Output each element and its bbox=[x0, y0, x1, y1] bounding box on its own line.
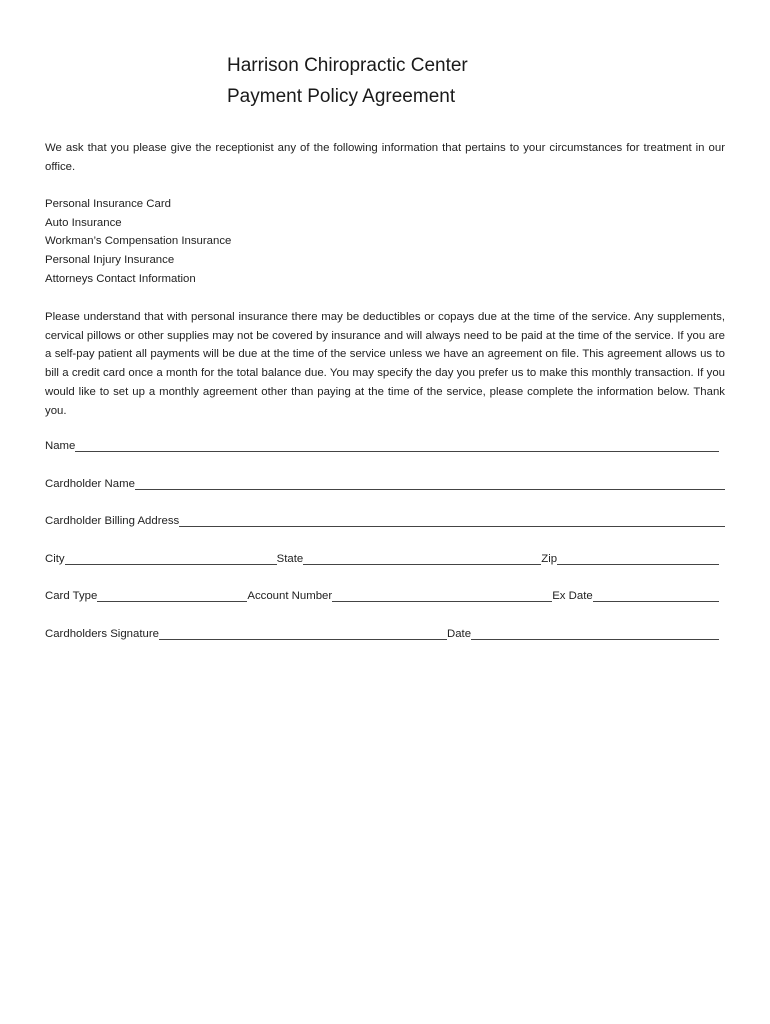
zip-label: Zip bbox=[541, 553, 558, 565]
list-item: Auto Insurance bbox=[45, 216, 122, 229]
state-label: State bbox=[276, 553, 304, 565]
list-item: Workman’s Compensation Insurance bbox=[45, 235, 232, 248]
signature-row bbox=[45, 626, 725, 642]
city-label: City bbox=[45, 553, 65, 565]
intro-paragraph: We ask that you please give the receptionist any of the following information that pertains to your circumstances for treatment in our office. bbox=[45, 142, 725, 173]
name-field-row bbox=[45, 438, 725, 454]
list-item: Personal Injury Insurance bbox=[45, 254, 175, 267]
card-info-row bbox=[45, 588, 725, 604]
date-label: Date bbox=[446, 628, 472, 640]
signature-label: Cardholders Signature bbox=[45, 628, 159, 640]
title-practice-name: Harrison Chiropractic Center bbox=[227, 55, 468, 76]
ex-date-label: Ex Date bbox=[552, 590, 593, 602]
card-type-field[interactable] bbox=[97, 589, 247, 602]
account-number-label: Account Number bbox=[247, 590, 333, 602]
list-item: Personal Insurance Card bbox=[45, 198, 171, 210]
state-field[interactable] bbox=[303, 552, 541, 565]
list-item: Attorneys Contact Information bbox=[45, 272, 196, 285]
signature-field[interactable] bbox=[159, 627, 447, 640]
billing-address-field[interactable] bbox=[179, 514, 725, 527]
billing-address-label: Cardholder Billing Address bbox=[45, 515, 180, 527]
name-field[interactable] bbox=[75, 439, 719, 452]
cardholder-name-field[interactable] bbox=[135, 477, 725, 490]
city-state-zip-row bbox=[45, 551, 725, 567]
account-number-field[interactable] bbox=[332, 589, 552, 602]
title-agreement-name: Payment Policy Agreement bbox=[227, 86, 456, 107]
cardholder-name-row bbox=[45, 476, 725, 492]
name-label: Name bbox=[45, 440, 76, 452]
zip-field[interactable] bbox=[557, 552, 719, 565]
city-field[interactable] bbox=[65, 552, 277, 565]
info-list bbox=[45, 195, 725, 289]
billing-address-row bbox=[45, 513, 725, 529]
cardholder-name-label: Cardholder Name bbox=[45, 478, 135, 490]
document-title bbox=[227, 50, 468, 112]
ex-date-field[interactable] bbox=[593, 589, 719, 602]
card-type-label: Card Type bbox=[45, 590, 98, 602]
date-field[interactable] bbox=[471, 627, 719, 640]
policy-paragraph: Please understand that with personal insurance there may be deductibles or copays due at the time of the service. Any supplements, cervical pillows or other supplies may not be covered by insurance and will always need to be paid at the time of the service. If you are a self-pay patient all payments will be due at the time of the service unless we have an agreement on file. This agreement allows us to bill a credit card once a month for the total balance due. You may specify the day you prefer us to make this monthly transaction. If you would like to set up a monthly agreement other than paying at the time of the service, please complete the information below. Thank you. bbox=[45, 311, 725, 417]
